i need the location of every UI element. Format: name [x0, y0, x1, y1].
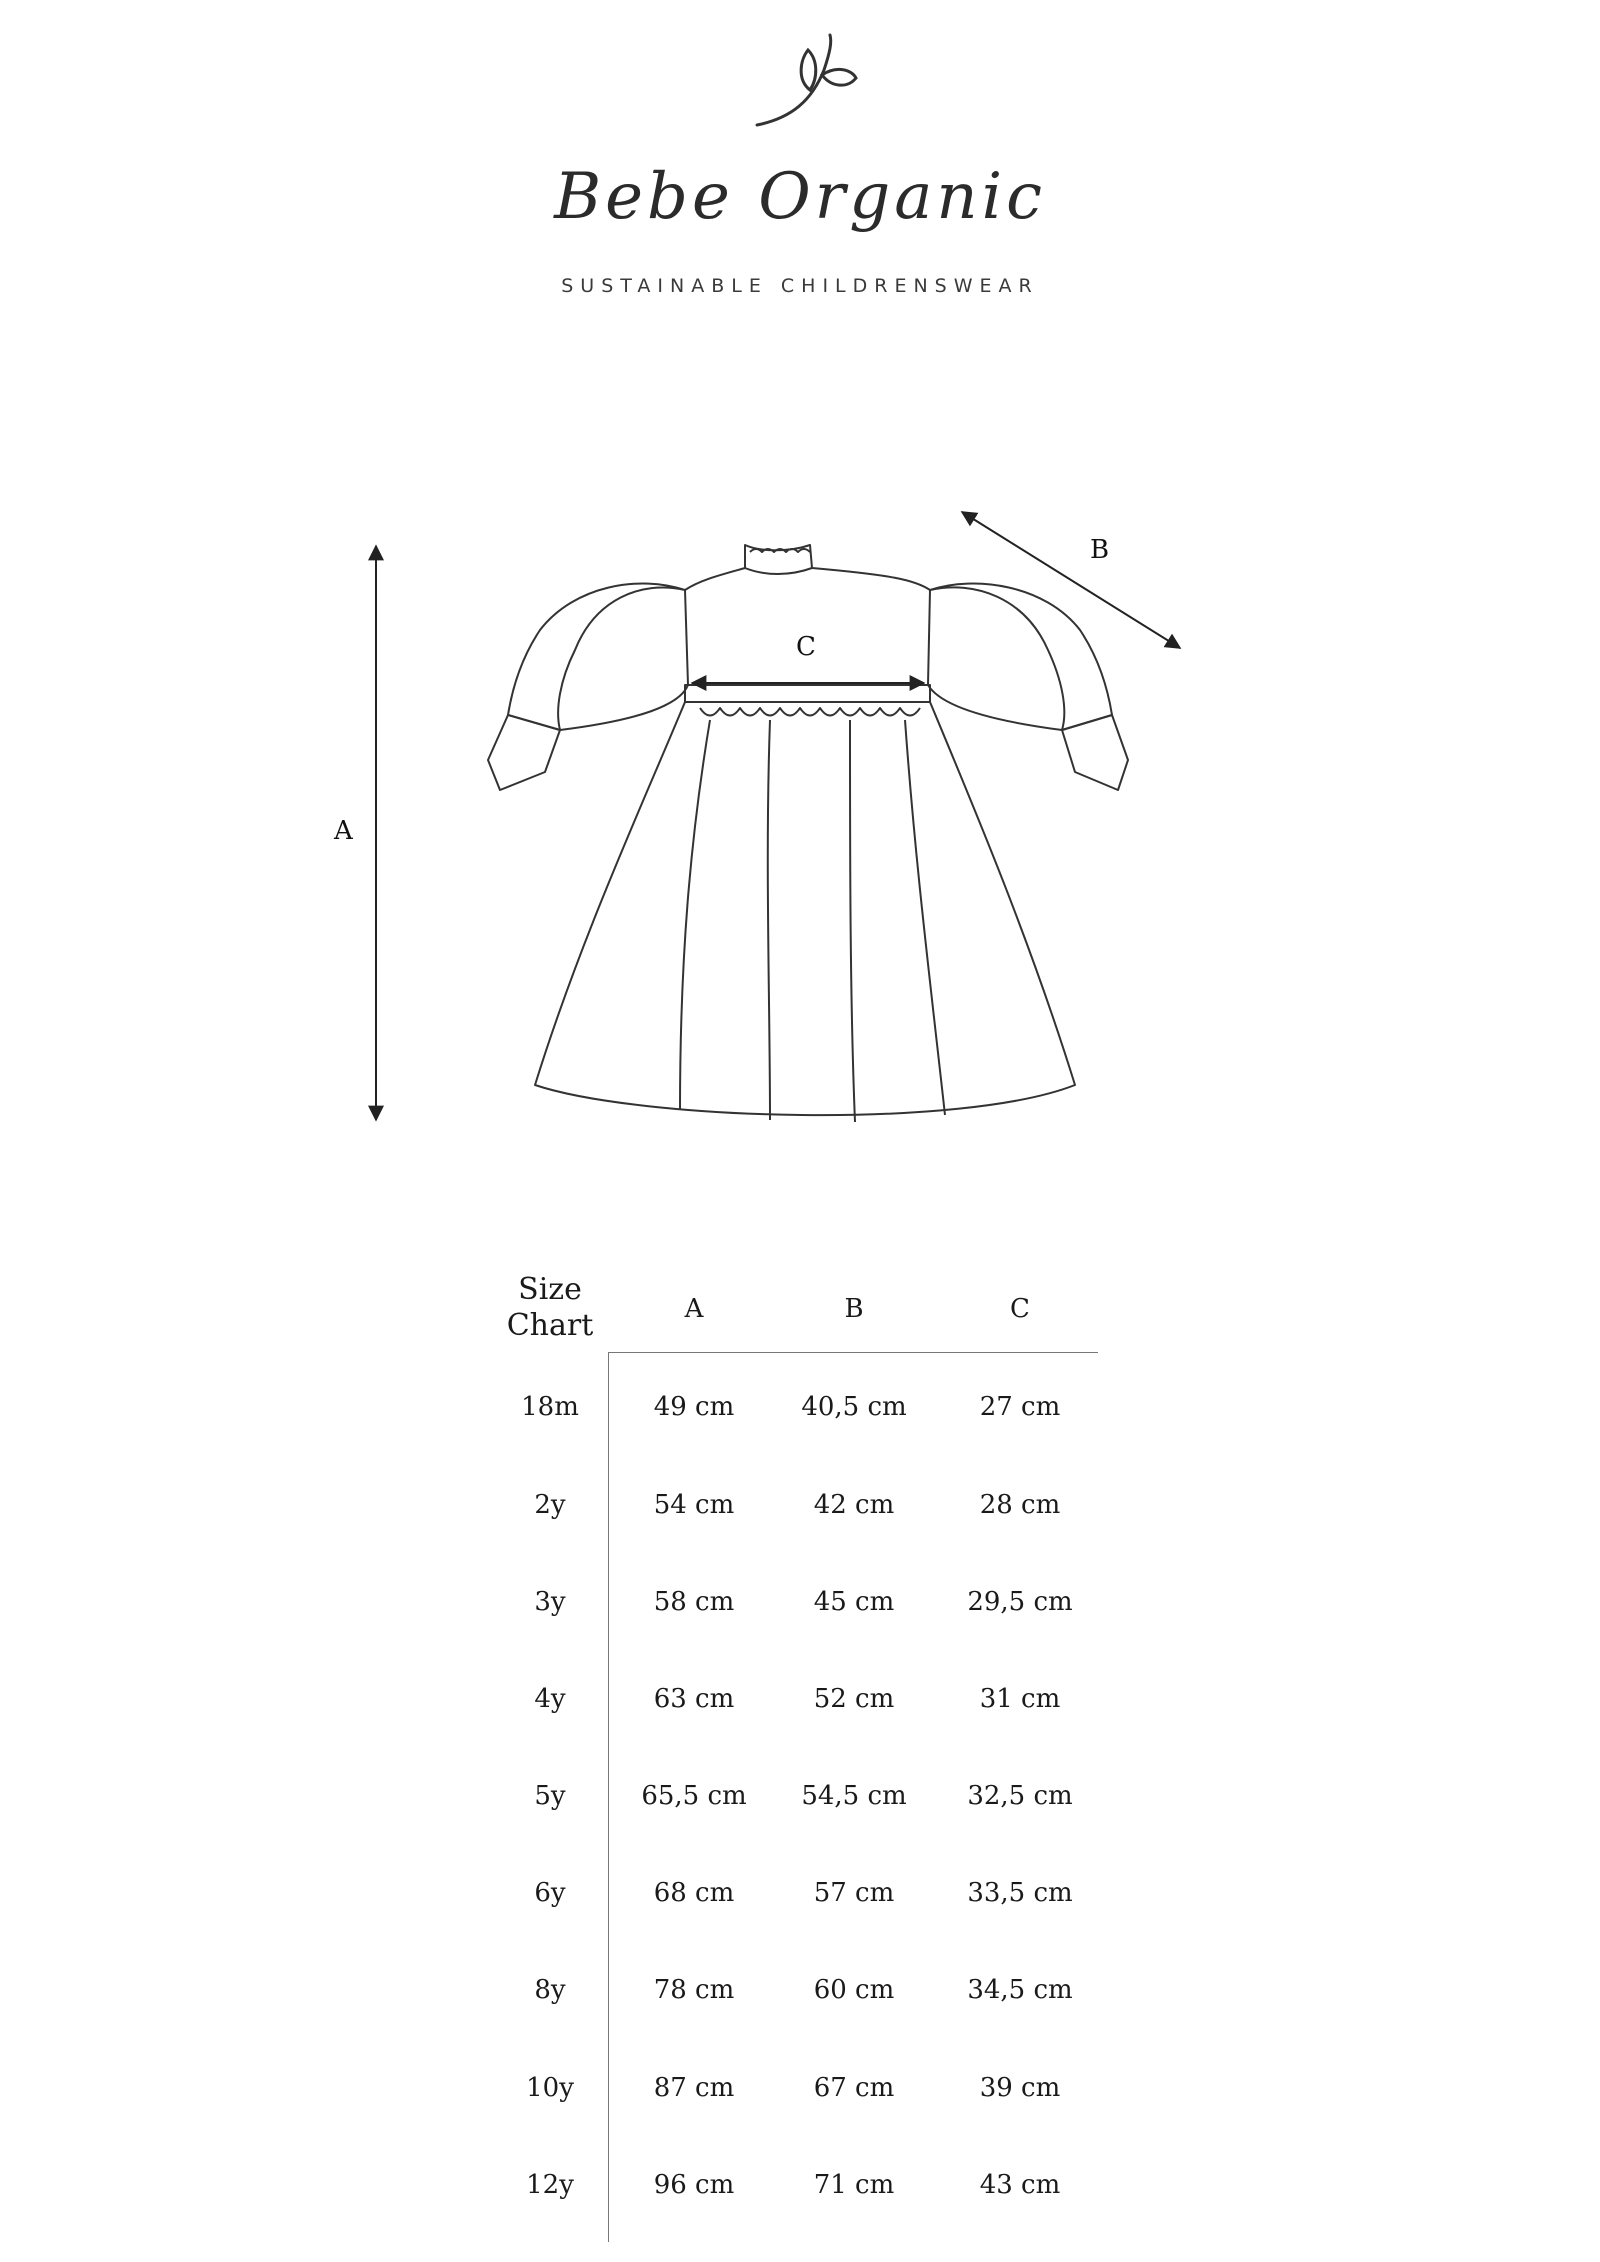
table-row — [490, 1975, 1100, 2015]
value-b-cell: 52 cm — [813, 1684, 895, 1714]
value-b-cell: 42 cm — [813, 1490, 895, 1520]
dimension-c-label: C — [796, 632, 816, 662]
value-a-cell: 58 cm — [653, 1587, 735, 1617]
table-row — [490, 2073, 1100, 2113]
value-b-cell: 45 cm — [813, 1587, 895, 1617]
header-divider — [608, 1352, 1098, 1353]
value-b-cell: 54,5 cm — [801, 1781, 907, 1811]
column-header-c: C — [1010, 1294, 1030, 1324]
dimension-b-arrow — [962, 512, 1180, 648]
value-c-cell: 29,5 cm — [967, 1587, 1073, 1617]
table-row — [490, 1392, 1100, 1432]
value-b-cell: 71 cm — [813, 2170, 895, 2200]
value-c-cell: 27 cm — [979, 1392, 1061, 1422]
value-c-cell: 39 cm — [979, 2073, 1061, 2103]
brand-tagline: SUSTAINABLE CHILDRENSWEAR — [561, 275, 1039, 297]
value-c-cell: 32,5 cm — [967, 1781, 1073, 1811]
value-c-cell: 33,5 cm — [967, 1878, 1073, 1908]
value-a-cell: 78 cm — [653, 1975, 735, 2005]
value-a-cell: 54 cm — [653, 1490, 735, 1520]
size-cell: 12y — [526, 2170, 574, 2200]
leaf-sprig-icon — [752, 30, 862, 130]
dimension-b-label: B — [1090, 535, 1110, 565]
value-a-cell: 87 cm — [653, 2073, 735, 2103]
table-row — [490, 2170, 1100, 2210]
value-b-cell: 60 cm — [813, 1975, 895, 2005]
size-cell: 2y — [534, 1490, 566, 1520]
value-a-cell: 49 cm — [653, 1392, 735, 1422]
brand-name: Bebe Organic — [554, 160, 1046, 234]
size-chart-title: Size Chart — [506, 1272, 594, 1343]
value-a-cell: 96 cm — [653, 2170, 735, 2200]
value-b-cell: 40,5 cm — [801, 1392, 907, 1422]
dimension-a-label: A — [334, 816, 353, 846]
size-cell: 10y — [526, 2073, 574, 2103]
column-header-b: B — [844, 1294, 864, 1324]
table-row — [490, 1684, 1100, 1724]
size-cell: 8y — [534, 1975, 566, 2005]
size-cell: 6y — [534, 1878, 566, 1908]
value-b-cell: 57 cm — [813, 1878, 895, 1908]
value-c-cell: 28 cm — [979, 1490, 1061, 1520]
size-cell: 18m — [521, 1392, 579, 1422]
value-c-cell: 34,5 cm — [967, 1975, 1073, 2005]
size-cell: 3y — [534, 1587, 566, 1617]
value-a-cell: 68 cm — [653, 1878, 735, 1908]
dress-illustration — [0, 480, 1600, 1160]
value-c-cell: 43 cm — [979, 2170, 1061, 2200]
column-header-a: A — [684, 1294, 704, 1324]
table-row — [490, 1878, 1100, 1918]
garment-diagram — [0, 480, 1600, 1160]
table-row — [490, 1587, 1100, 1627]
value-b-cell: 67 cm — [813, 2073, 895, 2103]
value-c-cell: 31 cm — [979, 1684, 1061, 1714]
size-cell: 4y — [534, 1684, 566, 1714]
value-a-cell: 65,5 cm — [641, 1781, 747, 1811]
value-a-cell: 63 cm — [653, 1684, 735, 1714]
table-row — [490, 1781, 1100, 1821]
size-cell: 5y — [534, 1781, 566, 1811]
table-row — [490, 1490, 1100, 1530]
